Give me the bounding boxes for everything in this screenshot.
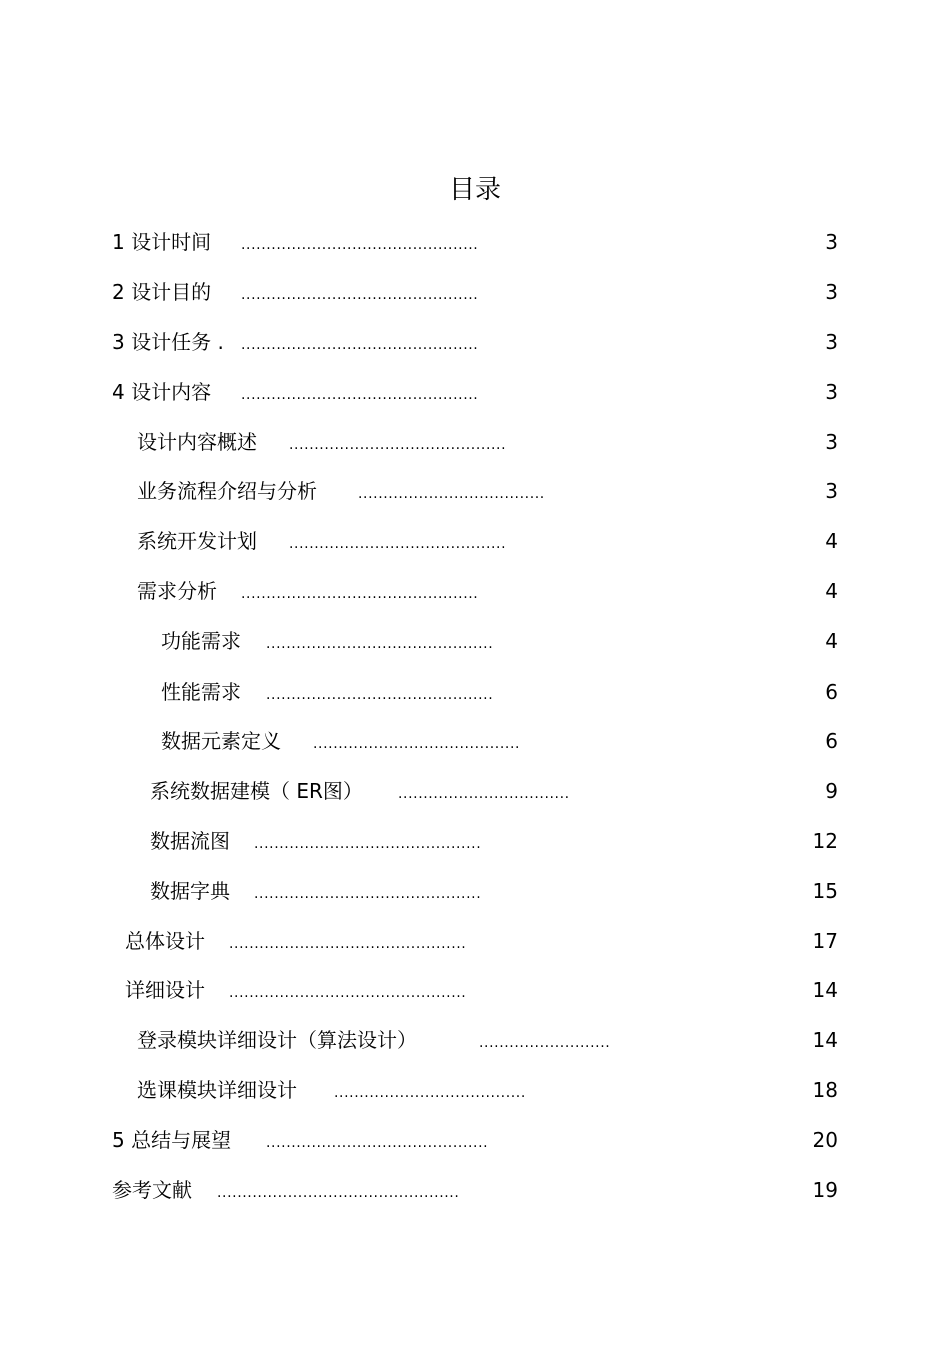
toc-entry-label: 业务流程介绍与分析 <box>137 479 317 503</box>
toc-entry-label: 详细设计 <box>125 978 205 1002</box>
toc-entry-page: 14 <box>812 978 838 1002</box>
toc-entry-leader: ............................................ <box>266 1135 489 1151</box>
toc-entry[interactable] <box>0 526 950 556</box>
toc-entry-leader: ............................................... <box>229 936 467 952</box>
toc-entry-leader: ............................................. <box>266 687 494 703</box>
toc-entry[interactable] <box>0 327 950 357</box>
toc-entry-leader: ............................................. <box>266 636 494 652</box>
toc-entry-label: 需求分析 <box>137 579 217 603</box>
toc-entry-leader: ........................................... <box>289 536 507 552</box>
toc-entry-page: 6 <box>825 729 838 753</box>
toc-entry-leader: ........................................... <box>289 437 507 453</box>
toc-entry-leader: ............................................... <box>241 237 479 253</box>
toc-entry-label: 性能需求 <box>161 680 241 704</box>
toc-entry-leader: ......................................... <box>313 736 521 752</box>
toc-entry[interactable] <box>0 427 950 457</box>
toc-entry[interactable] <box>0 1125 950 1155</box>
toc-entry-label: 3 设计任务 . <box>112 330 224 354</box>
toc-entry-page: 4 <box>825 579 838 603</box>
toc-entry[interactable] <box>0 926 950 956</box>
toc-entry[interactable] <box>0 227 950 257</box>
toc-entry-page: 19 <box>812 1178 838 1202</box>
toc-entry-page: 4 <box>825 529 838 553</box>
toc-entry-label: 系统数据建模（ ER图） <box>150 779 363 803</box>
toc-entry-page: 6 <box>825 680 838 704</box>
toc-entry-page: 17 <box>812 929 838 953</box>
toc-entry-page: 18 <box>812 1078 838 1102</box>
toc-title: 目录 <box>448 175 501 205</box>
toc-entry-label: 数据字典 <box>150 879 230 903</box>
toc-entry[interactable] <box>0 826 950 856</box>
toc-entry-page: 3 <box>825 430 838 454</box>
toc-entry-label: 设计内容概述 <box>137 430 257 454</box>
toc-entry[interactable] <box>0 626 950 656</box>
toc-entry[interactable] <box>0 776 950 806</box>
toc-entry-label: 登录模块详细设计（算法设计） <box>137 1028 417 1052</box>
toc-entry-leader: ............................................... <box>241 387 479 403</box>
toc-entry-label: 5 总结与展望 <box>112 1128 232 1152</box>
toc-entry[interactable] <box>0 1075 950 1105</box>
toc-entry[interactable] <box>0 726 950 756</box>
toc-entry-page: 3 <box>825 230 838 254</box>
toc-entry-label: 数据流图 <box>150 829 230 853</box>
toc-entry-page: 3 <box>825 380 838 404</box>
toc-entry[interactable] <box>0 476 950 506</box>
toc-entry[interactable] <box>0 677 950 707</box>
toc-entry-label: 总体设计 <box>125 929 205 953</box>
toc-entry[interactable] <box>0 277 950 307</box>
toc-entry-leader: ............................................... <box>241 287 479 303</box>
toc-entry-label: 参考文献 <box>112 1178 192 1202</box>
toc-entry[interactable] <box>0 1025 950 1055</box>
toc-entry-leader: ............................................. <box>254 886 482 902</box>
toc-entry-label: 4 设计内容 <box>112 380 212 404</box>
toc-entry[interactable] <box>0 975 950 1005</box>
toc-entry-leader: .................................. <box>398 786 570 802</box>
toc-entry-page: 20 <box>812 1128 838 1152</box>
toc-entry-leader: ............................................... <box>229 985 467 1001</box>
toc-entry[interactable] <box>0 1175 950 1205</box>
toc-entry-label: 功能需求 <box>161 629 241 653</box>
toc-entry-page: 4 <box>825 629 838 653</box>
toc-entry-label: 数据元素定义 <box>161 729 281 753</box>
toc-entry-label: 选课模块详细设计 <box>137 1078 297 1102</box>
toc-entry-leader: ...................................... <box>334 1085 526 1101</box>
toc-entry-leader: ..................................... <box>358 486 545 502</box>
toc-entry[interactable] <box>0 576 950 606</box>
toc-entry[interactable] <box>0 377 950 407</box>
toc-entry-leader: ............................................... <box>241 337 479 353</box>
toc-entry-leader: ................................................ <box>217 1185 460 1201</box>
toc-entry-page: 3 <box>825 330 838 354</box>
toc-entry-page: 14 <box>812 1028 838 1052</box>
toc-entry-page: 15 <box>812 879 838 903</box>
toc-entry-page: 3 <box>825 479 838 503</box>
toc-entry-leader: ............................................. <box>254 836 482 852</box>
toc-entry-leader: .......................... <box>479 1035 611 1051</box>
toc-entry-label: 系统开发计划 <box>137 529 257 553</box>
toc-entry-page: 12 <box>812 829 838 853</box>
toc-entry-leader: ............................................... <box>241 586 479 602</box>
toc-entry-page: 9 <box>825 779 838 803</box>
toc-entry-label: 1 设计时间 <box>112 230 212 254</box>
toc-entry-page: 3 <box>825 280 838 304</box>
toc-entry-label: 2 设计目的 <box>112 280 212 304</box>
toc-entry[interactable] <box>0 876 950 906</box>
